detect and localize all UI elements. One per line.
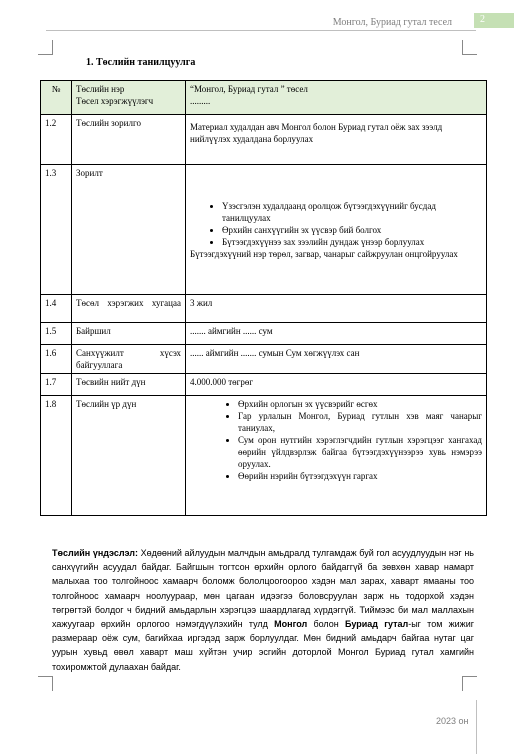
table-row — [41, 323, 487, 345]
row-value: 4.000.000 төгрөг — [186, 374, 487, 396]
table-header-row — [41, 81, 487, 115]
row-label: Байршил — [72, 323, 186, 345]
row-num: 1.5 — [41, 323, 72, 345]
page-number: 2 — [480, 14, 485, 25]
summary-text-3: -ыг том жижиг размераар оёж сум, багийхаа иргэдэд зарж борлуулдаг. Мөн бидний амьдарч байгаа нутаг цаг уурын хувьд өвөл хаварт маш хүйтэн учир эсгийн доторлой Монгол Буриад гутал хамгийн тохиромжтой дулаахан байдаг. — [52, 619, 475, 672]
project-table — [40, 80, 487, 516]
row-num: 1.4 — [41, 295, 72, 323]
row-num: 1.8 — [41, 396, 72, 516]
row-label: Санхүүжилт хүсэх байгууллага — [72, 345, 186, 374]
summary-bold-2: Буриад гутал — [344, 619, 409, 630]
row-label: Төсөл хэрэгжих хугацаа — [72, 295, 186, 323]
list-item: • Өрхийн санхүүгийн эх үүсвэр бий болгох — [222, 224, 482, 236]
summary-paragraph — [52, 546, 474, 674]
header-label-line2: Төсел хэрэгжүүлэгч — [76, 96, 154, 106]
list-item: • Гар урлалын Монгол, Буриад гутлын хэв маяг чанарыг таниулах, — [238, 410, 482, 434]
row-value — [186, 165, 487, 295]
header-title: Монгол, Буриад гутал тесел — [332, 17, 452, 28]
row-num: 1.2 — [41, 115, 72, 165]
results-list — [190, 398, 482, 482]
row-value — [186, 396, 487, 516]
section-title: 1. Төслийн танилцуулга — [86, 57, 196, 68]
goals-extra: Бүтээгдэхүүний нэр төрөл, загвар, чанарыг сайжруулан онцгойруулах — [190, 248, 458, 259]
list-item: • Өөрийн нэрийн бүтээгдэхүүн гаргах — [238, 470, 482, 482]
table-row — [41, 115, 487, 165]
header-label-line1: Төслийн нэр — [76, 84, 125, 94]
list-item: • Үзэсгэлэн худалдаанд оролцож бүтээгдэхүүнийг бусдад танилцуулах — [222, 200, 482, 224]
header-value — [186, 81, 487, 115]
goals-list — [190, 200, 482, 248]
row-label: Зорилт — [72, 165, 186, 295]
table-row — [41, 396, 487, 516]
list-item: • Өрхийн орлогын эх үүсвэрийг өсгөх — [238, 398, 482, 410]
list-item: • Бүтээгдэхүүнээ зах зээлийн дундаж үнээр борлуулах — [222, 236, 482, 248]
crop-mark-bottom-left — [38, 676, 53, 691]
header-value-line1: “Монгол, Буриад гутал ” төсел — [190, 84, 308, 94]
header-num-text: № — [51, 84, 61, 94]
header-num — [41, 81, 72, 115]
row-label: Төслийн зорилго — [72, 115, 186, 165]
header-label — [72, 81, 186, 115]
footer-year: 2023 он — [436, 716, 469, 726]
summary-lead: Төслийн үндэслэл: — [52, 548, 139, 558]
row-num: 1.3 — [41, 165, 72, 295]
summary-text-1: Хөдөөний айлуудын малчдын амьдралд тулгамдаж буй гол асуудлуудын нэг нь санхүүгийн асуудал байдаг. Байгшын тогтсон өрхийн орлого байдаггүй ба зөвхөн хавар намарт малыхаа тоо толгойноос хамаарч боломж бололцоогоороо хэдэн мал зарах, хаварт ямааны тоо толгойноос хамаарч ноолуураар, мөн цагаан идээгээ боловсруулан зарж нь тодорхой хэдэн төгрөгтэй болдог ч бидний амьдарлын хэрэгцээ шаардлагад хүрдэггүй. Тиймээс би мал маллахын хажуугаар өрхийн орлогоо нэмэгдүүлэхийн тулд — [52, 548, 474, 630]
row-value: 3 жил — [186, 295, 487, 323]
table-row — [41, 165, 487, 295]
summary-bold-1: Монгол — [274, 619, 308, 630]
table-row — [41, 374, 487, 396]
row-value: ....... аймгийн ...... сум — [186, 323, 487, 345]
row-value: ...... аймгийн ....... сумын Сум хөгжүүлэх сан — [186, 345, 487, 374]
header-divider — [46, 30, 476, 31]
crop-mark-top-right — [462, 40, 477, 55]
table-row — [41, 295, 487, 323]
list-item: • Сум орон нутгийн хэрэглэгчдийн гутлын хэрэгцээг хангахад өөрийн үйлдвэрлэж байгаа бүтээгдэхүүнээрээ хувь нэмэрээ оруулах. — [238, 434, 482, 470]
row-label: Төслийн үр дүн — [72, 396, 186, 516]
crop-mark-bottom-right — [462, 676, 477, 691]
footer-divider — [476, 700, 477, 754]
row-num: 1.6 — [41, 345, 72, 374]
crop-mark-top-left — [38, 40, 53, 55]
row-label: Төсвийн нийт дүн — [72, 374, 186, 396]
row-value-text: Материал худалдан авч Монгол болон Буриад гутал оёж зах зээлд нийлүүлэх худалдана борлуулах — [190, 122, 443, 144]
row-value — [186, 115, 487, 165]
summary-text-2: болон — [307, 619, 345, 630]
row-num: 1.7 — [41, 374, 72, 396]
header-value-line2: ......... — [190, 96, 211, 106]
table-row — [41, 345, 487, 374]
